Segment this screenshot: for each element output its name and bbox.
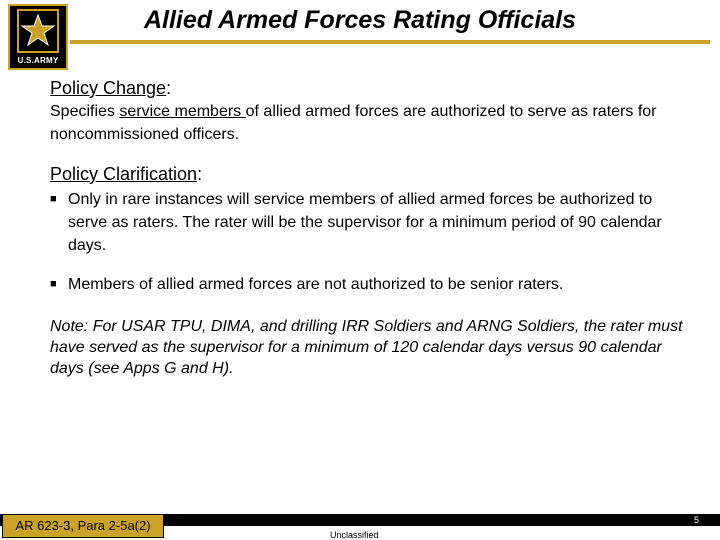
policy-change-heading-colon: : <box>166 78 172 98</box>
classification-label: Unclassified <box>330 530 379 540</box>
policy-change-text-underlined: service members <box>119 103 246 120</box>
policy-change-heading <box>50 78 171 99</box>
footer-reference-text: AR 623-3, Para 2-5a(2) <box>15 518 151 533</box>
policy-clarification-heading-text: Policy Clarification <box>50 164 198 184</box>
policy-clarification-heading-colon: : <box>197 164 203 184</box>
bullet-text: Only in rare instances will service members of allied armed forces be authorized to serve as raters. The rater will be the supervisor for a minimum period of 90 calendar days. <box>68 191 662 254</box>
page-number: 5 <box>694 515 700 525</box>
square-bullet-icon: ■ <box>50 193 57 205</box>
logo-text: U.S.ARMY <box>17 56 59 65</box>
policy-change-text-end: of allied armed forces are authorized to serve as raters for noncommissioned officers. <box>50 103 657 143</box>
footer-reference <box>2 514 164 538</box>
square-bullet-icon: ■ <box>50 278 57 290</box>
list-item <box>50 188 680 257</box>
list-item <box>50 273 680 296</box>
page-title: Allied Armed Forces Rating Officials <box>143 6 577 34</box>
army-star-icon <box>17 9 59 53</box>
army-logo <box>8 4 68 70</box>
title-divider <box>70 40 710 44</box>
policy-change-text-start: Specifies <box>50 103 120 120</box>
policy-clarification-heading <box>50 164 202 185</box>
policy-change-heading-text: Policy Change <box>50 78 167 98</box>
note-text: Note: For USAR TPU, DIMA, and drilling IRR Soldiers and ARNG Soldiers, the rater must have served as the supervisor for a minimum of 120 calendar days versus 90 calendar days (see Apps G and H). <box>50 318 683 377</box>
policy-change-text <box>50 100 680 146</box>
bullet-text: Members of allied armed forces are not authorized to be senior raters. <box>68 276 564 293</box>
